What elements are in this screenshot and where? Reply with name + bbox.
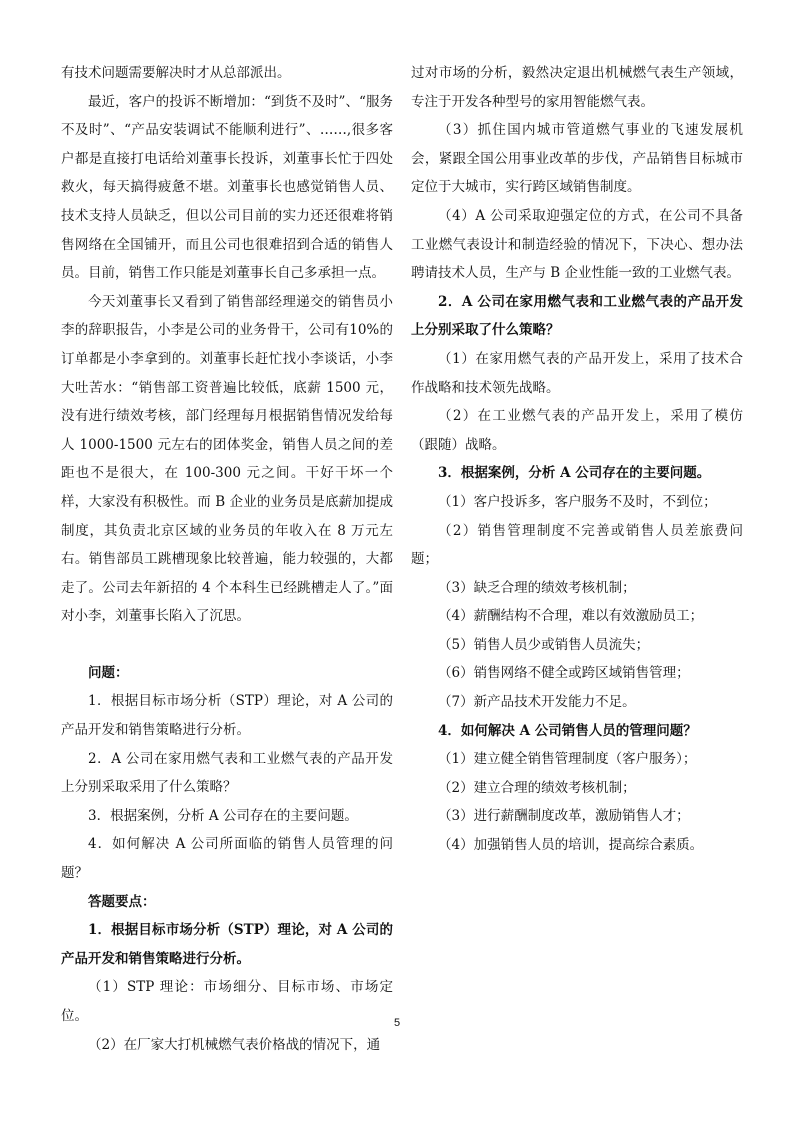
spacer [61, 631, 393, 659]
answer-1-item: （3）抓住国内城市管道燃气事业的飞速发展机会，紧跟全国公用事业改革的步伐，产品销售目标城市定位于大城市，实行跨区域销售制度。 [411, 122, 743, 196]
questions-heading: 问题： [88, 664, 129, 681]
answer-4-item: （4）加强销售人员的培训，提高综合素质。 [438, 837, 704, 854]
answer-1-item: （4）A 公司采取迎强定位的方式，在公司不具备工业燃气表设计和制造经验的情况下，下决心、想办法聘请技术人员，生产与 B 企业性能一致的工业燃气表。 [411, 207, 743, 282]
answer-2-item: （1）在家用燃气表的产品开发上，采用了技术合作战略和技术领先战略。 [411, 350, 743, 396]
answer-1-continued: 过对市场的分析，毅然决定退出机械燃气表生产领域，专注于开发各种型号的家用智能燃气表。 [411, 65, 743, 110]
left-column [61, 59, 393, 1059]
question-item: 1．根据目标市场分析（STP）理论，对 A 公司的产品开发和销售策略进行分析。 [61, 693, 393, 739]
answer-4-item: （3）进行薪酬制度改革，激励销售人才； [438, 808, 690, 825]
answer-3-item: （3）缺乏合理的绩效考核机制； [438, 579, 636, 596]
answer-2-item: （2）在工业燃气表的产品开发上，采用了模仿（跟随）战略。 [411, 408, 743, 453]
answer-1-item: （2）在厂家大打机械燃气表价格战的情况下，通 [88, 1036, 381, 1053]
answer-3-item: （5）销售人员少或销售人员流失； [438, 636, 650, 653]
answer-3-item: （1）客户投诉多，客户服务不及时，不到位； [438, 493, 717, 510]
right-column [411, 59, 743, 860]
answer-1-item: （1）STP 理论：市场细分、目标市场、市场定位。 [61, 979, 393, 1024]
answer-4-item: （1）建立健全销售管理制度（客户服务）； [438, 751, 697, 768]
answer-3-item: （2）销售管理制度不完善或销售人员差旅费问题； [411, 522, 743, 568]
answer-3-item: （6）销售网络不健全或跨区域销售管理； [438, 665, 690, 682]
answer-4-heading: 4．如何解决 A 公司销售人员的管理问题？ [438, 722, 697, 739]
page-number: 5 [393, 1017, 401, 1029]
question-item: 2．A 公司在家用燃气表和工业燃气表的产品开发上分别采取采用了什么策略？ [61, 750, 393, 796]
answer-3-heading: 3．根据案例，分析 A 公司存在的主要问题。 [438, 465, 711, 482]
case-paragraph: 今天刘董事长又看到了销售部经理递交的销售员小李的辞职报告，小李是公司的业务骨干，公司有10%的订单都是小李拿到的。刘董事长赶忙找小李谈话，小李大吐苦水：“销售部工资普遍比较低，底薪 1500 元，没有进行绩效考核，部门经理每月根据销售情况发给每人 1000-1500 元左右的团体奖金，销售人员之间的差距也不是很大，在 100-300 元之间。干好干坏一个样，大家没有积极性。而 B 企业的业务员是底薪加提成制度，其负责北京区域的业务员的年收入在 8 万元左右。销售部员工跳槽现象比较普遍，能力较强的，大都走了。公司去年新招的 4 个本科生已经跳槽走人了。”面对小李，刘董事长陷入了沉思。 [61, 293, 393, 625]
question-item: 3．根据案例，分析 A 公司存在的主要问题。 [88, 807, 358, 824]
question-item: 4．如何解决 A 公司所面临的销售人员管理的问题？ [61, 836, 393, 882]
answer-4-item: （2）建立合理的绩效考核机制； [438, 779, 636, 796]
answer-3-item: （4）薪酬结构不合理，难以有效激励员工； [438, 608, 704, 625]
answers-heading: 答题要点： [88, 893, 156, 910]
answer-3-item: （7）新产品技术开发能力不足。 [438, 694, 636, 711]
answer-2-heading: 2．A 公司在家用燃气表和工业燃气表的产品开发上分别采取了什么策略？ [411, 293, 743, 339]
case-paragraph: 有技术问题需要解决时才从总部派出。 [61, 65, 291, 81]
case-paragraph: 最近，客户的投诉不断增加：“到货不及时”、“服务不及时”、“产品安装调试不能顺利进行”、……,很多客户都是直接打电话给刘董事长投诉，刘董事长忙于四处救火，每天搞得疲惫不堪。刘董事长也感觉销售人员、技术支持人员缺乏，但以公司目前的实力还还很难将销售网络在全国铺开，而且公司也很难招到合适的销售人员。目前，销售工作只能是刘董事长自己多承担一点。 [61, 93, 393, 282]
answer-1-heading: 1．根据目标市场分析（STP）理论，对 A 公司的产品开发和销售策略进行分析。 [61, 922, 393, 967]
